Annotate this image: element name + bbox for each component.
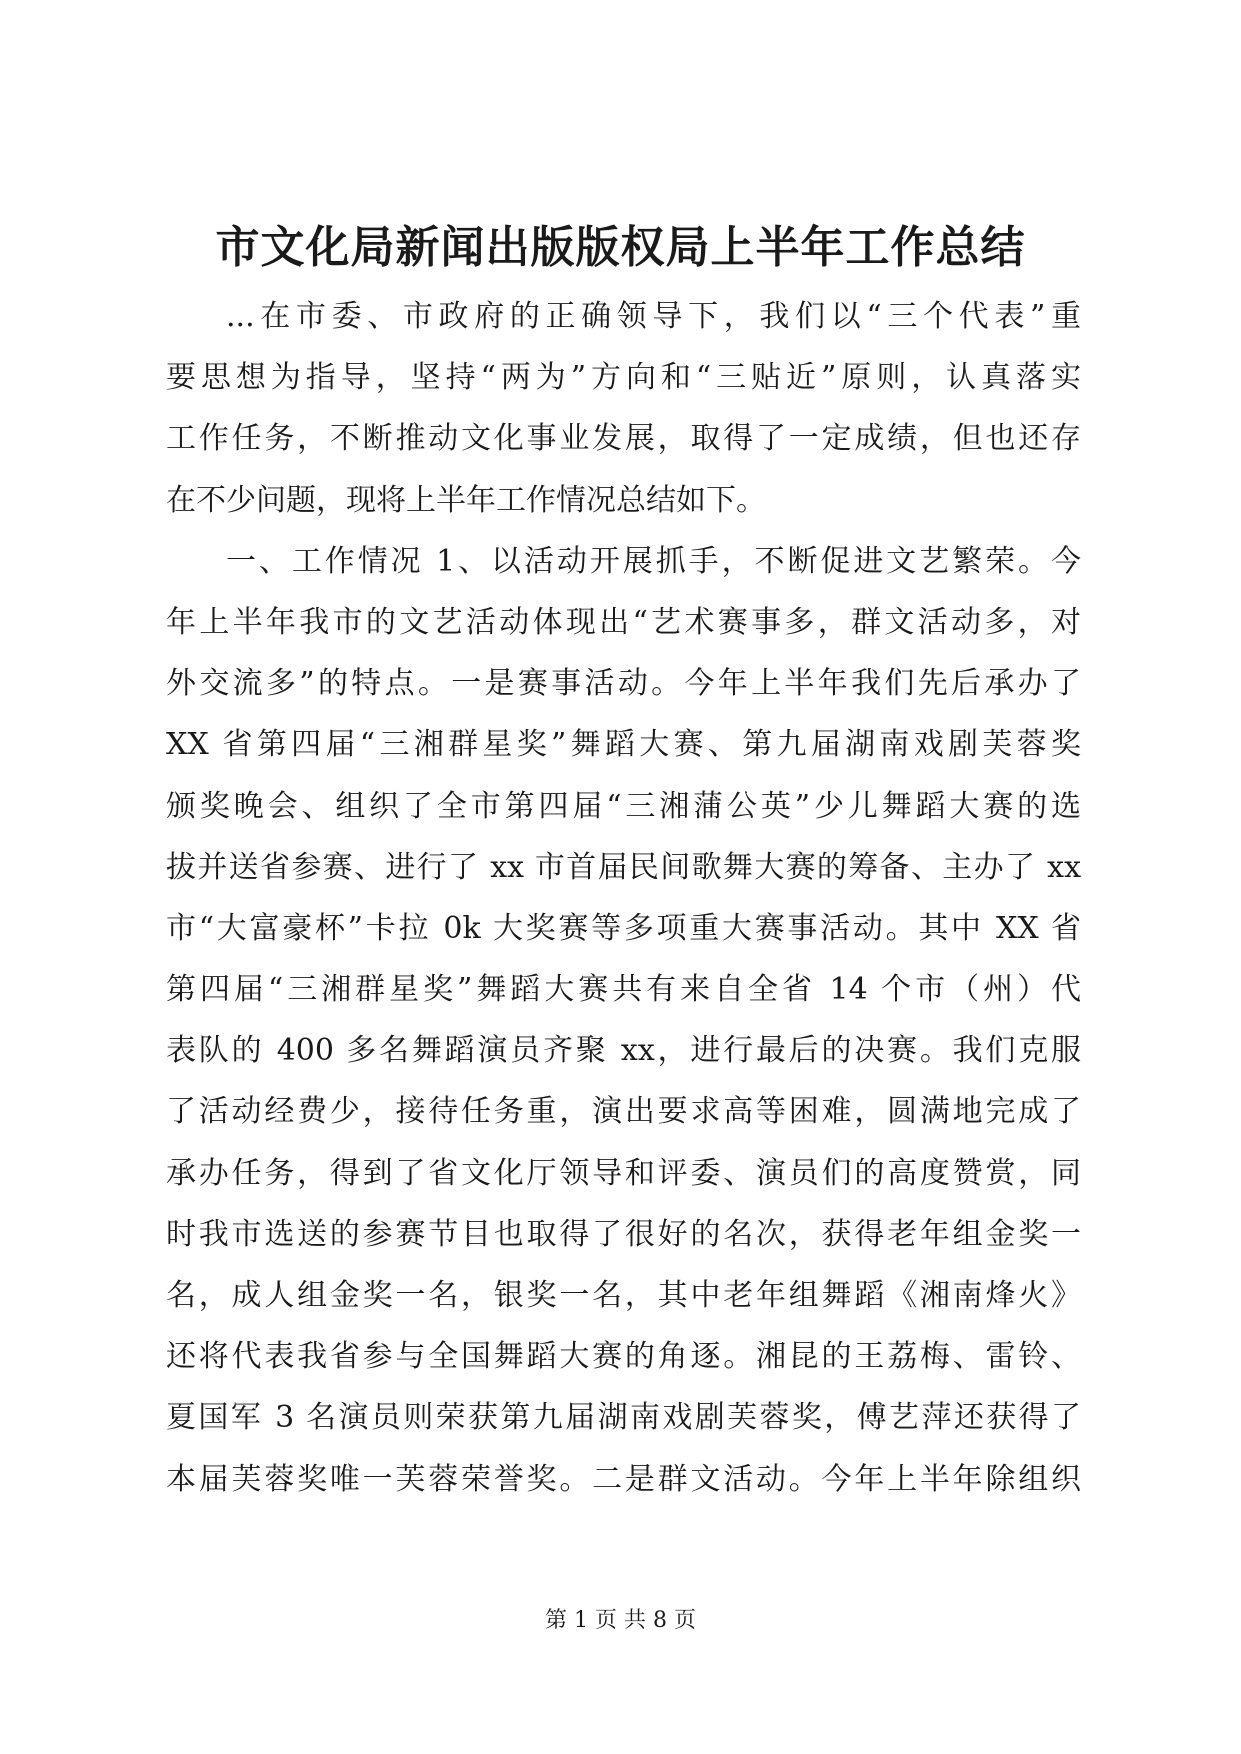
text-line: 表队的 400 多名舞蹈演员齐聚 xx，进行最后的决赛。我们克服 bbox=[166, 1033, 1081, 1069]
page-number-footer: 第 1 页 共 8 页 bbox=[545, 1608, 696, 1633]
text-line: XX 省第四届“三湘群星奖”舞蹈大赛、第九届湖南戏剧芙蓉奖 bbox=[166, 727, 1081, 763]
text-line: 还将代表我省参与全国舞蹈大赛的角逐。湘昆的王荔梅、雷铃、 bbox=[166, 1339, 1081, 1375]
text-line: 颁奖晚会、组织了全市第四届“三湘蒲公英”少儿舞蹈大赛的选 bbox=[166, 788, 1081, 824]
document-body bbox=[166, 286, 1081, 1510]
text-line: 第四届“三湘群星奖”舞蹈大赛共有来自全省 14 个市（州）代 bbox=[166, 972, 1081, 1008]
text-line: 拔并送省参赛、进行了 xx 市首届民间歌舞大赛的筹备、主办了 xx bbox=[166, 849, 1081, 885]
text-line: ...在市委、市政府的正确领导下，我们以“三个代表”重 bbox=[226, 299, 1081, 334]
text-line: 一、工作情况 1、以活动开展抓手，不断促进文艺繁荣。今 bbox=[226, 543, 1081, 579]
text-line: 外交流多”的特点。一是赛事活动。今年上半年我们先后承办了 bbox=[166, 666, 1081, 702]
text-line: 名，成人组金奖一名，银奖一名，其中老年组舞蹈《湘南烽火》 bbox=[166, 1278, 1081, 1313]
text-line: 时我市选送的参赛节目也取得了很好的名次，获得老年组金奖一 bbox=[166, 1216, 1081, 1252]
text-line: 夏国军 3 名演员则荣获第九届湖南戏剧芙蓉奖，傅艺萍还获得了 bbox=[166, 1400, 1081, 1436]
text-line: 本届芙蓉奖唯一芙蓉荣誉奖。二是群文活动。今年上半年除组织 bbox=[166, 1461, 1081, 1497]
text-line: 在不少问题，现将上半年工作情况总结如下。 bbox=[166, 482, 766, 518]
text-line: 要思想为指导，坚持“两为”方向和“三贴近”原则，认真落实 bbox=[166, 360, 1081, 396]
text-line: 市“大富豪杯”卡拉 0k 大奖赛等多项重大赛事活动。其中 XX 省 bbox=[166, 910, 1081, 946]
text-line: 年上半年我市的文艺活动体现出“艺术赛事多，群文活动多，对 bbox=[166, 604, 1081, 640]
text-line: 了活动经费少，接待任务重，演出要求高等困难，圆满地完成了 bbox=[166, 1094, 1081, 1130]
text-line: 工作任务，不断推动文化事业发展，取得了一定成绩，但也还存 bbox=[166, 421, 1081, 457]
page-title: 市文化局新闻出版版权局上半年工作总结 bbox=[215, 222, 1026, 273]
text-line: 承办任务，得到了省文化厅领导和评委、演员们的高度赞赏，同 bbox=[166, 1155, 1081, 1191]
